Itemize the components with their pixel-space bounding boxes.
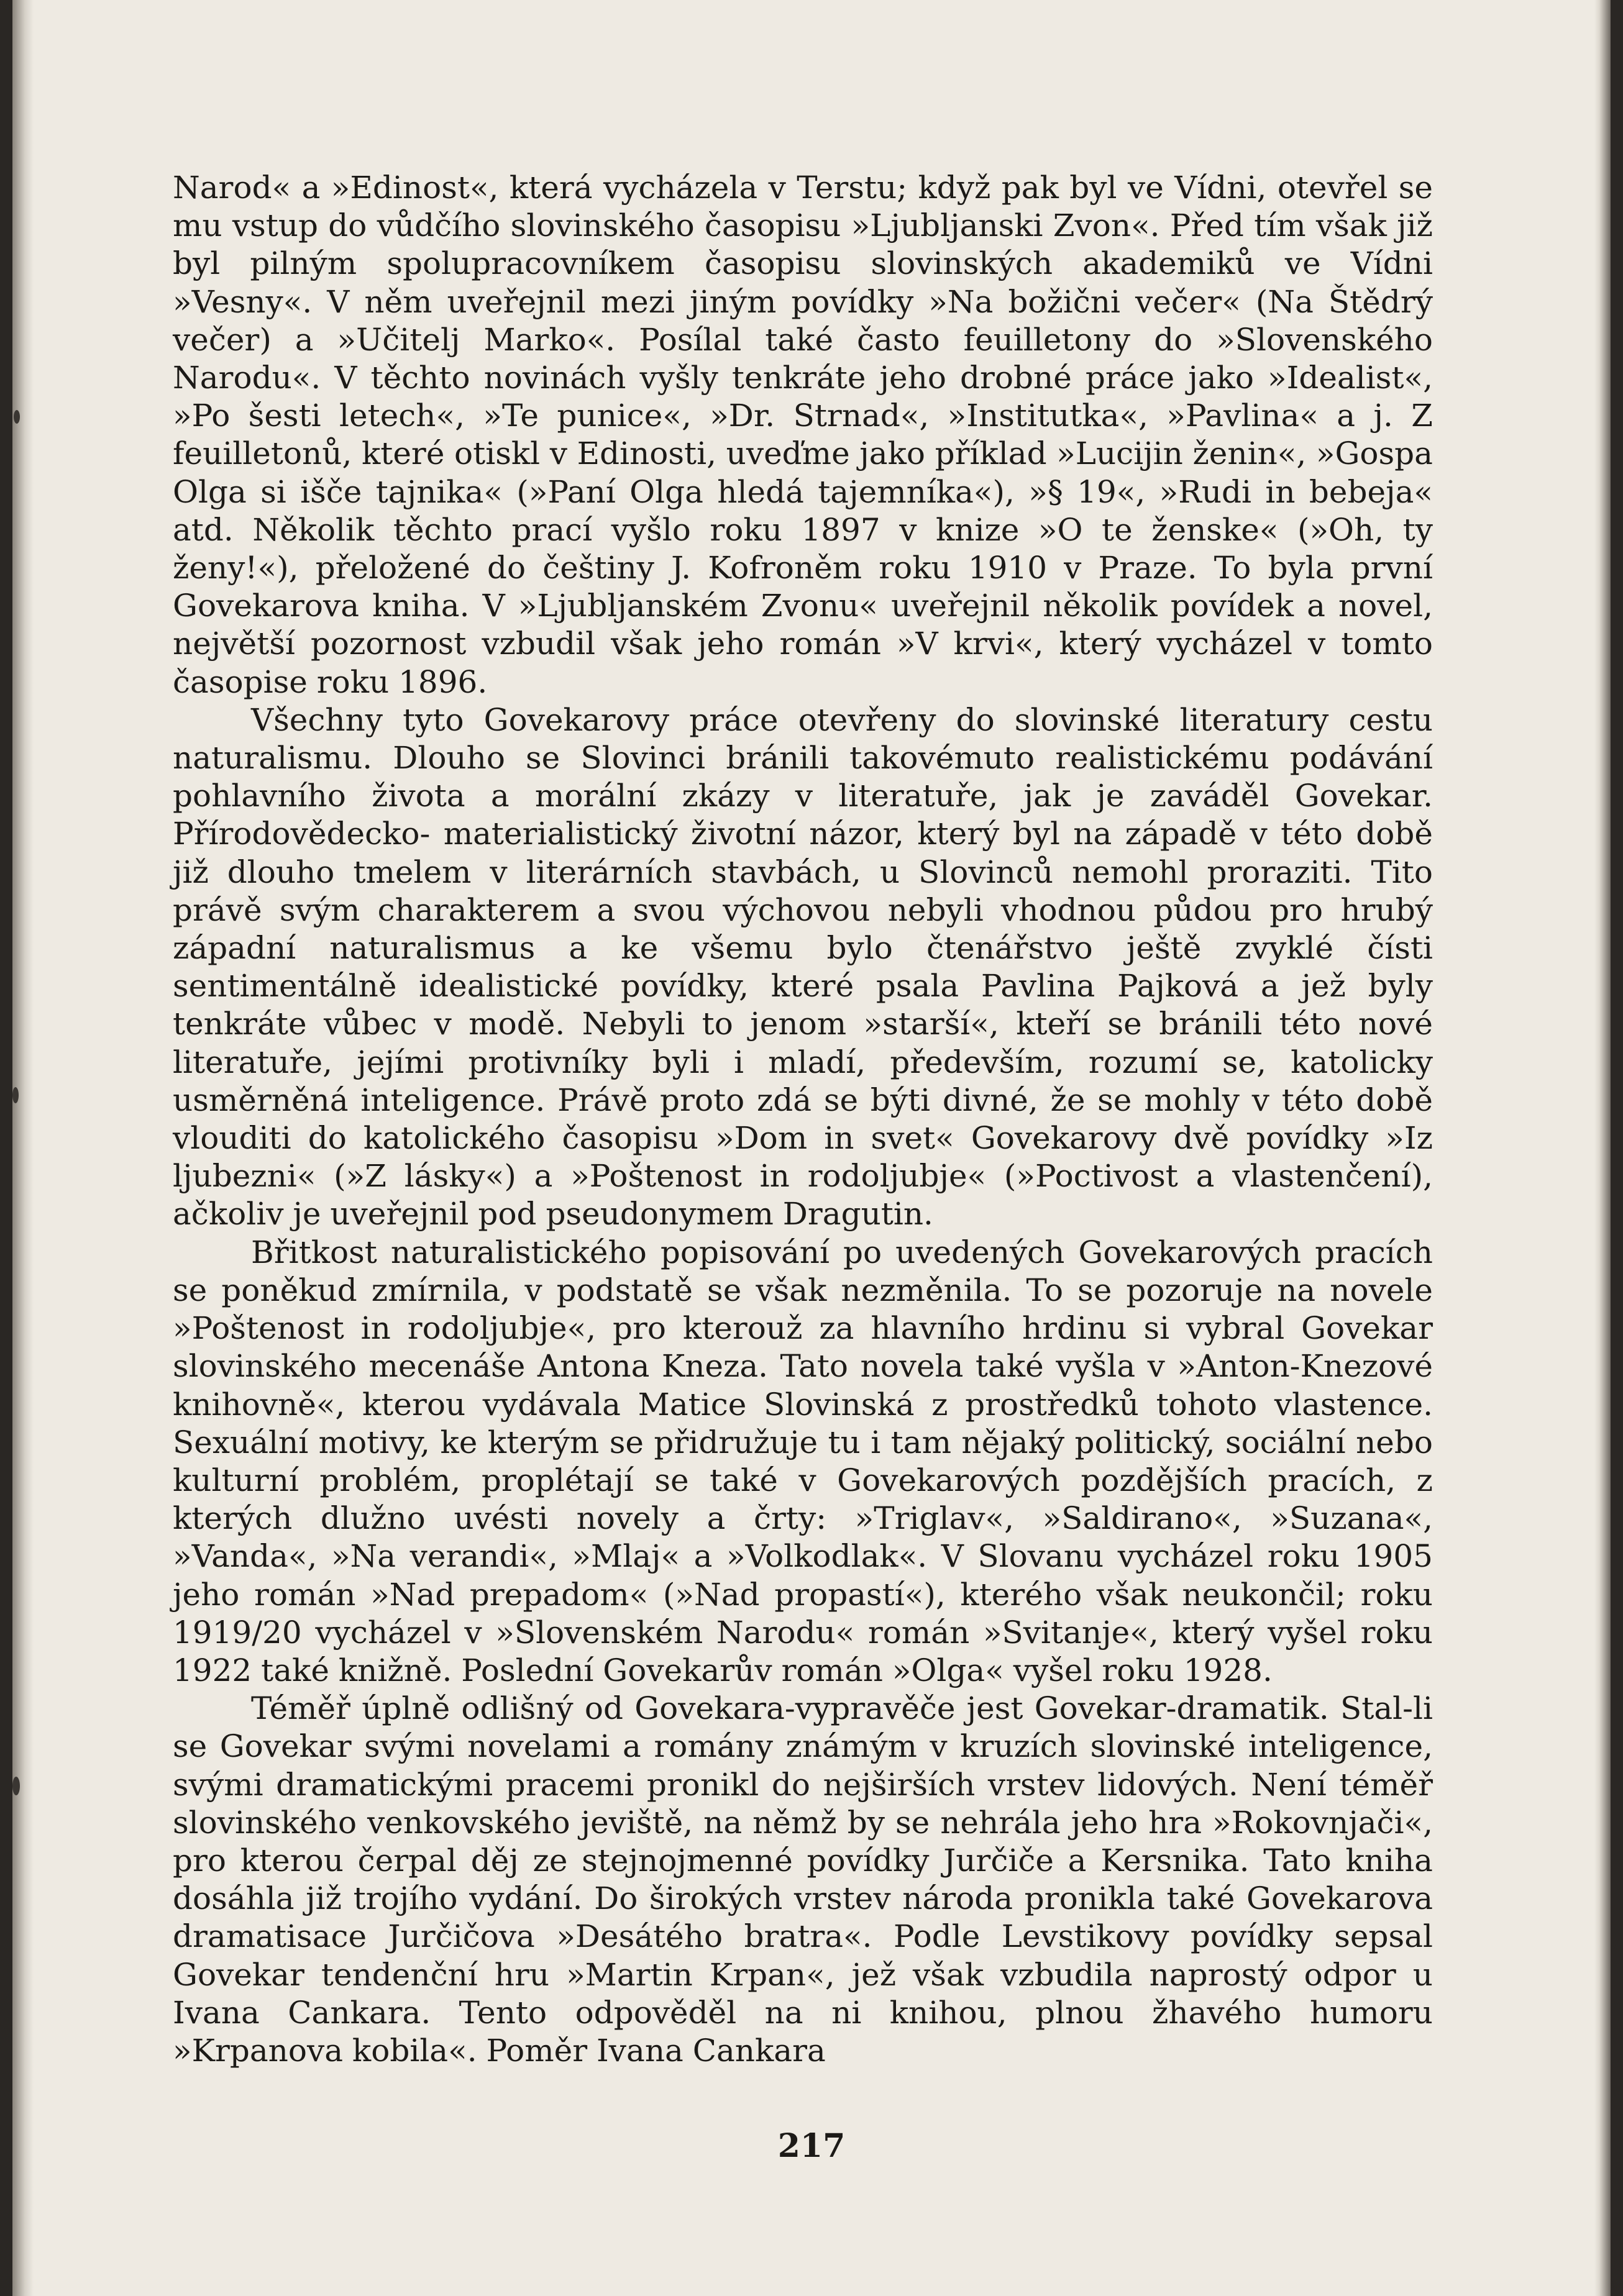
page-edge-shadow [1594,0,1611,2296]
paragraph: Všechny tyto Govekarovy práce otevřeny do slovinské literatury cestu naturalismu. Dlouho se Slovinci bránili takovémuto realistickému podávání pohlavního života a morální zkázy v literatuře, jak je zaváděl Govekar. Přírodovědecko- materialistický životní názor, který byl na západě v této době již dlouho tmelem v literárních stavbách, u Slovinců nemohl proraziti. Tito právě svým charakterem a svou výchovou nebyli vhodnou půdou pro hrubý západní naturalismus a ke všemu bylo čtenářstvo ještě zvyklé čísti sentimentálně idealistické povídky, které psala Pavlina Pajková a jež byly tenkráte vůbec v modě. Nebyli to jenom »starší«, kteří se bránili této nové literatuře, jejími protivníky byli i mladí, především, rozumí se, katolicky usměrněná inteligence. Právě proto zdá se býti divné, že se mohly v této době vlouditi do katolického časopisu »Dom in svet« Govekarovy dvě povídky »Iz ljubezni« (»Z lásky«) a »Poštenost in rodoljubje« (»Poctivost a vlastenčení), ačkoliv je uveřejnil pod pseudonymem Dragutin. [173,701,1433,1232]
page-number: 217 [777,2127,846,2165]
paragraph: Téměř úplně odlišný od Govekara-vypravěče jest Govekar-dramatik. Stal-li se Govekar svými novelami a romány známým v kruzích slovinské inteligence, svými dramatickými pracemi pronikl do nejširších vrstev lidových. Není téměř slovinského venkovského jeviště, na němž by se nehrála jeho hra »Rokovnjači«, pro kterou čerpal děj ze stejnojmenné povídky Jurčiče a Kersnika. Tato kniha dosáhla již trojího vydání. Do širokých vrstev národa pronikla také Govekarova dramatisace Jurčičova »Desátého bratra«. Podle Levstikovy povídky sepsal Govekar tendenční hru »Martin Krpan«, jež však vzbudila naprostý odpor u Ivana Cankara. Tento odpověděl na ni knihou, plnou žhavého humoru »Krpanova kobila«. Poměr Ivana Cankara [173,1690,1433,2069]
paragraph: Narod« a »Edinost«, která vycházela v Terstu; když pak byl ve Vídni, otevřel se mu vstup do vůdčího slovinského časopisu »Ljubljanski Zvon«. Před tím však již byl pilným spolupracovníkem časopisu slovinských akademiků ve Vídni »Vesny«. V něm uveřejnil mezi jiným povídky »Na božični večer« (Na Štědrý večer) a »Učitelj Marko«. Posílal také často feuilletony do »Slovenského Narodu«. V těchto novinách vyšly tenkráte jeho drobné práce jako »Idealist«, »Po šesti letech«, »Te punice«, »Dr. Strnad«, »Institutka«, »Pavlina« a j. Z feuilletonů, které otiskl v Edinosti, uveďme jako příklad »Lucijin ženin«, »Gospa Olga si išče tajnika« (»Paní Olga hledá tajemníka«), »§ 19«, »Rudi in bebeja« atd. Několik těchto prací vyšlo roku 1897 v knize »O te ženske« (»Oh, ty ženy!«), přeložené do češtiny J. Kofroněm roku 1910 v Praze. To byla první Govekarova kniha. V »Ljubljanském Zvonu« uveřejnil několik povídek a novel, největší pozornost vzbudil však jeho román »V krvi«, který vycházel v tomto časopise roku 1896. [173,170,1433,700]
margin-speck [12,1777,20,1795]
book-page [12,0,1611,2296]
paragraph: Břitkost naturalistického popisování po uvedených Govekarových pracích se poněkud zmírnila, v podstatě se však nezměnila. To se pozoruje na novele »Poštenost in rodoljubje«, pro kterouž za hlavního hrdinu si vybral Govekar slovinského mecenáše Antona Kneza. Tato novela také vyšla v »Anton-Knezové knihovně«, kterou vydávala Matice Slovinská z prostředků tohoto vlastence. Sexuální motivy, ke kterým se přidružuje tu i tam nějaký politický, sociální nebo kulturní problém, proplétají se také v Govekarových pozdějších pracích, z kterých dlužno uvésti novely a črty: »Triglav«, »Saldirano«, »Suzana«, »Vanda«, »Na verandi«, »Mlaj« a »Volkodlak«. V Slovanu vycházel roku 1905 jeho román »Nad prepadom« (»Nad propastí«), kterého však neukončil; roku 1919/20 vycházel v »Slovenském Narodu« román »Svitanje«, který vyšel roku 1922 také knižně. Poslední Govekarův román »Olga« vyšel roku 1928. [173,1234,1433,1688]
margin-speck [12,1087,19,1103]
body-text [173,169,1433,2070]
margin-speck [14,410,20,424]
binding-shadow [12,0,34,2296]
